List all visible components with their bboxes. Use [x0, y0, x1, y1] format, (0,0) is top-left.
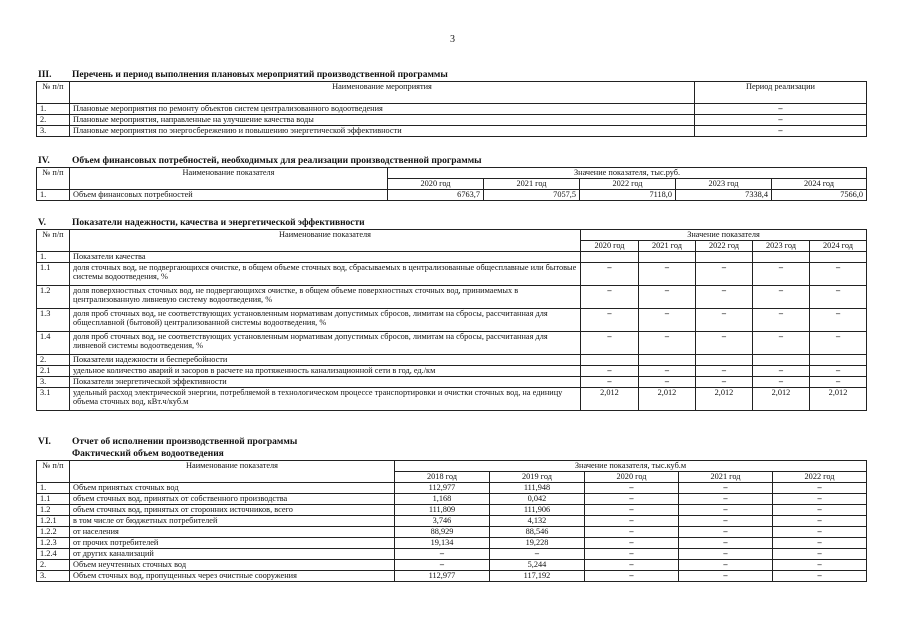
col-header-year: 2018 год: [395, 472, 490, 483]
table-row: [37, 332, 867, 355]
row-value: –: [753, 309, 810, 332]
row-value: –: [679, 549, 773, 560]
row-value: 19,228: [490, 538, 585, 549]
row-name: от прочих потребителей: [70, 538, 395, 549]
row-value: –: [639, 332, 696, 355]
row-num: 1.: [37, 104, 70, 115]
row-num: 1.2.4: [37, 549, 70, 560]
row-num: 2.1: [37, 366, 70, 377]
row-value: –: [679, 483, 773, 494]
row-value: 4,132: [490, 516, 585, 527]
row-num: 1.2.3: [37, 538, 70, 549]
row-value: –: [773, 483, 867, 494]
row-name: объем сточных вод, принятых от собственного производства: [70, 494, 395, 505]
row-value: –: [581, 286, 639, 309]
row-value: 7057,5: [484, 190, 580, 201]
col-header-year: 2023 год: [753, 241, 810, 252]
row-name: удельный расход электрической энергии, потребляемой в технологическом процессе транспортировки и очистки сточных вод, на единицу объема сточных вод, кВт.ч/куб.м: [70, 388, 581, 411]
row-value: –: [773, 505, 867, 516]
row-value: –: [490, 549, 585, 560]
row-name: Плановые мероприятия по энергосбережению и повышению энергетической эффективности: [70, 126, 695, 137]
section-6-heading: [38, 437, 297, 447]
row-value: –: [753, 263, 810, 286]
table-row: [37, 115, 867, 126]
row-num: 3.: [37, 571, 70, 582]
table-row: [37, 286, 867, 309]
row-value: –: [585, 549, 679, 560]
table-planned-activities: [36, 81, 867, 137]
row-value: –: [585, 516, 679, 527]
col-header-year: 2022 год: [696, 241, 753, 252]
row-num: 1.: [37, 190, 70, 201]
row-value: –: [679, 538, 773, 549]
col-header-year: 2024 год: [772, 179, 867, 190]
row-value: 6763,7: [388, 190, 484, 201]
section-6-title: Отчет об исполнении производственной программы: [72, 437, 298, 447]
col-header-year: 2020 год: [388, 179, 484, 190]
row-name: в том числе от бюджетных потребителей: [70, 516, 395, 527]
row-name: Плановые мероприятия по ремонту объектов систем централизованного водоотведения: [70, 104, 695, 115]
row-value: 2,012: [639, 388, 696, 411]
section-6-number: VI.: [38, 437, 51, 447]
row-value: –: [773, 560, 867, 571]
col-header-year: 2020 год: [581, 241, 639, 252]
row-value: –: [810, 332, 867, 355]
row-value: 2,012: [753, 388, 810, 411]
row-value: –: [585, 538, 679, 549]
row-value: –: [696, 286, 753, 309]
row-num: 1.2: [37, 505, 70, 516]
section-5-number: V.: [38, 218, 47, 228]
row-value: –: [639, 263, 696, 286]
row-value: –: [585, 494, 679, 505]
row-num: 2.: [37, 355, 70, 366]
table-reliability-indicators: [36, 229, 867, 411]
row-value: –: [773, 571, 867, 582]
row-value: –: [696, 309, 753, 332]
col-header-name: Наименование показателя: [70, 168, 388, 190]
col-header-year: 2022 год: [773, 472, 867, 483]
row-value: –: [753, 286, 810, 309]
row-value: –: [773, 538, 867, 549]
row-value: 7566,0: [772, 190, 867, 201]
table-row: [37, 388, 867, 411]
row-value: 7338,4: [676, 190, 772, 201]
col-header-year: 2020 год: [585, 472, 679, 483]
row-name: удельное количество аварий и засоров в расчете на протяженность канализационной сети в год, ед./км: [70, 366, 581, 377]
row-value: 111,906: [490, 505, 585, 516]
row-name: Плановые мероприятия, направленные на улучшение качества воды: [70, 115, 695, 126]
row-num: 1.4: [37, 332, 70, 355]
row-value: –: [395, 560, 490, 571]
col-header-num: № п/п: [37, 168, 70, 190]
table-row: [37, 538, 867, 549]
row-value: 112,977: [395, 483, 490, 494]
row-value: 111,809: [395, 505, 490, 516]
row-value: 3,746: [395, 516, 490, 527]
table-row: [37, 516, 867, 527]
row-num: 1.: [37, 252, 70, 263]
row-name: объем сточных вод, принятых от сторонних источников, всего: [70, 505, 395, 516]
row-value: –: [773, 494, 867, 505]
col-header-value: Значение показателя: [581, 230, 867, 241]
row-value: 1,168: [395, 494, 490, 505]
row-value: –: [753, 366, 810, 377]
row-name: Объем неучтенных сточных вод: [70, 560, 395, 571]
row-value: –: [639, 286, 696, 309]
row-num: 3.: [37, 126, 70, 137]
row-num: 1.: [37, 483, 70, 494]
table-row: [37, 505, 867, 516]
row-num: 2.: [37, 560, 70, 571]
table-row: [37, 549, 867, 560]
row-num: 2.: [37, 115, 70, 126]
row-name: от других канализаций: [70, 549, 395, 560]
row-num: 1.2: [37, 286, 70, 309]
row-name: доля сточных вод, не подвергающихся очистке, в общем объеме сточных вод, сбрасываемых в централизованные общесплавные или бытовые системы водоотведения, %: [70, 263, 581, 286]
table-row: [37, 252, 867, 263]
table-row: [37, 483, 867, 494]
section-3-title: Перечень и период выполнения плановых мероприятий производственной программы: [72, 70, 448, 80]
row-name: Объем финансовых потребностей: [70, 190, 388, 201]
table-wastewater-volume: [36, 460, 867, 582]
row-num: 1.1: [37, 494, 70, 505]
col-header-year: 2021 год: [484, 179, 580, 190]
row-period: –: [695, 104, 867, 115]
col-header-year: 2019 год: [490, 472, 585, 483]
col-header-year: 2024 год: [810, 241, 867, 252]
section-4-title: Объем финансовых потребностей, необходимых для реализации производственной программы: [72, 156, 482, 166]
table-row: [37, 527, 867, 538]
table-row: [37, 494, 867, 505]
row-value: –: [810, 286, 867, 309]
table-row: [37, 355, 867, 366]
row-value: –: [639, 309, 696, 332]
row-value: –: [679, 560, 773, 571]
section-4-heading: [38, 156, 482, 166]
table-row: [37, 366, 867, 377]
row-value: –: [753, 332, 810, 355]
section-4-number: IV.: [38, 156, 50, 166]
col-header-name: Наименование мероприятия: [70, 82, 695, 104]
row-value: –: [581, 263, 639, 286]
row-value: –: [395, 549, 490, 560]
col-header-num: № п/п: [37, 461, 70, 483]
col-header-value: Значение показателя, тыс.руб.: [388, 168, 867, 179]
row-value: –: [679, 516, 773, 527]
col-header-year: 2023 год: [676, 179, 772, 190]
table-row: [37, 309, 867, 332]
row-name: доля поверхностных сточных вод, не подвергающихся очистке, в общем объеме поверхностных сточных вод, принимаемых в централизованную ливневую систему водоотведения, %: [70, 286, 581, 309]
row-value: –: [773, 527, 867, 538]
row-value: –: [581, 377, 639, 388]
row-value: 5,244: [490, 560, 585, 571]
row-value: –: [585, 527, 679, 538]
row-name: доля проб сточных вод, не соответствующих установленным нормативам допустимых сбросов, лимитам на сбросы, рассчитанная для общесплавной (бытовой) централизованной системы водоотведения, %: [70, 309, 581, 332]
row-num: 3.: [37, 377, 70, 388]
table-financial-needs: [36, 167, 867, 201]
col-header-year: 2022 год: [580, 179, 676, 190]
row-value: –: [581, 366, 639, 377]
row-value: –: [679, 571, 773, 582]
row-value: –: [585, 571, 679, 582]
col-header-value: Значение показателя, тыс.куб.м: [395, 461, 867, 472]
col-header-period: Период реализации: [695, 82, 867, 104]
row-num: 1.1: [37, 263, 70, 286]
table-row: [37, 190, 867, 201]
section-6-subtitle: Фактический объем водоотведения: [72, 449, 224, 459]
row-value: –: [581, 332, 639, 355]
table-row: [37, 104, 867, 115]
row-value: 117,192: [490, 571, 585, 582]
section-5-title: Показатели надежности, качества и энергетической эффективности: [72, 218, 365, 228]
table-row: [37, 126, 867, 137]
row-period: –: [695, 115, 867, 126]
table-row: [37, 377, 867, 388]
row-value: 2,012: [696, 388, 753, 411]
table-row: [37, 571, 867, 582]
col-header-num: № п/п: [37, 82, 70, 104]
row-value: –: [696, 332, 753, 355]
section-5-heading: [38, 218, 365, 228]
row-value: –: [753, 377, 810, 388]
row-value: –: [696, 377, 753, 388]
row-period: –: [695, 126, 867, 137]
row-value: –: [696, 263, 753, 286]
col-header-year: 2021 год: [679, 472, 773, 483]
row-value: 111,948: [490, 483, 585, 494]
row-value: –: [773, 549, 867, 560]
row-num: 3.1: [37, 388, 70, 411]
section-3-number: III.: [38, 70, 52, 80]
row-value: 88,929: [395, 527, 490, 538]
row-value: –: [639, 377, 696, 388]
row-num: 1.3: [37, 309, 70, 332]
row-name: от населения: [70, 527, 395, 538]
row-name: доля проб сточных вод, не соответствующих установленным нормативам допустимых сбросов, лимитам на сбросы, рассчитанная для ливневой системы водоотведения, %: [70, 332, 581, 355]
row-num: 1.2.2: [37, 527, 70, 538]
col-header-year: 2021 год: [639, 241, 696, 252]
row-value: –: [679, 505, 773, 516]
row-value: 2,012: [581, 388, 639, 411]
page-number: 3: [450, 34, 455, 45]
row-value: 88,546: [490, 527, 585, 538]
row-value: 112,977: [395, 571, 490, 582]
row-value: –: [585, 505, 679, 516]
row-value: –: [810, 309, 867, 332]
row-value: –: [585, 560, 679, 571]
row-value: –: [639, 366, 696, 377]
section-3-heading: [38, 70, 448, 80]
row-value: –: [773, 516, 867, 527]
row-name: Показатели надежности и бесперебойности: [70, 355, 581, 366]
table-row: [37, 263, 867, 286]
row-value: –: [581, 309, 639, 332]
row-value: 2,012: [810, 388, 867, 411]
row-value: 19,134: [395, 538, 490, 549]
row-num: 1.2.1: [37, 516, 70, 527]
col-header-name: Наименование показателя: [70, 230, 581, 252]
row-value: 7118,0: [580, 190, 676, 201]
row-value: –: [679, 527, 773, 538]
row-name: Показатели энергетической эффективности: [70, 377, 581, 388]
row-value: –: [585, 483, 679, 494]
col-header-num: № п/п: [37, 230, 70, 252]
row-value: –: [679, 494, 773, 505]
row-value: –: [810, 366, 867, 377]
row-name: Объем принятых сточных вод: [70, 483, 395, 494]
row-value: 0,042: [490, 494, 585, 505]
row-value: –: [810, 377, 867, 388]
row-value: –: [696, 366, 753, 377]
row-value: –: [810, 263, 867, 286]
row-name: Показатели качества: [70, 252, 581, 263]
col-header-name: Наименование показателя: [70, 461, 395, 483]
table-row: [37, 560, 867, 571]
row-name: Объем сточных вод, пропущенных через очистные сооружения: [70, 571, 395, 582]
